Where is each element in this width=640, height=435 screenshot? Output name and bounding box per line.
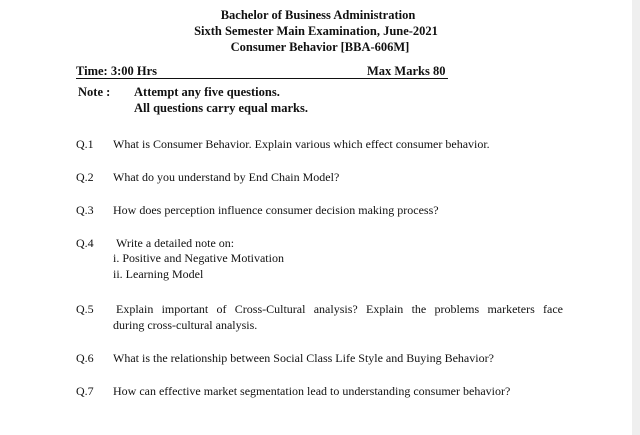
- program-title: Bachelor of Business Administration: [220, 8, 416, 22]
- time-allowed: Time: 3:00 Hrs: [76, 64, 158, 78]
- question-text-continued: during cross-cultural analysis.: [113, 318, 258, 332]
- question-number: Q.3: [76, 203, 94, 217]
- question-number: Q.6: [76, 351, 94, 365]
- question-text: Write a detailed note on:: [116, 236, 235, 250]
- question-text: How can effective market segmentation lead to understanding consumer behavior?: [113, 384, 511, 398]
- question-text: Explain important of Cross-Cultural analysis? Explain the problems marketers face: [116, 302, 563, 316]
- note-instruction-1: Attempt any five questions.: [134, 85, 280, 99]
- note-label: Note :: [78, 85, 111, 99]
- question-text: How does perception influence consumer decision making process?: [113, 203, 439, 217]
- header-divider: [76, 78, 448, 79]
- question-number: Q.7: [76, 384, 94, 398]
- note-instruction-2: All questions carry equal marks.: [134, 101, 308, 115]
- question-text: What is Consumer Behavior. Explain various which effect consumer behavior.: [113, 137, 490, 151]
- question-number: Q.4: [76, 236, 94, 250]
- scrollbar-track[interactable]: [632, 0, 640, 435]
- question-number: Q.1: [76, 137, 94, 151]
- question-subitem: ii. Learning Model: [113, 267, 204, 281]
- question-text: What is the relationship between Social Class Life Style and Buying Behavior?: [113, 351, 494, 365]
- max-marks: Max Marks 80: [367, 64, 446, 78]
- question-subitem: i. Positive and Negative Motivation: [113, 251, 284, 265]
- subject-title: Consumer Behavior [BBA-606M]: [230, 40, 410, 54]
- question-text: What do you understand by End Chain Model?: [113, 170, 340, 184]
- exam-title: Sixth Semester Main Examination, June-2021: [194, 24, 438, 38]
- question-number: Q.5: [76, 302, 94, 316]
- question-number: Q.2: [76, 170, 94, 184]
